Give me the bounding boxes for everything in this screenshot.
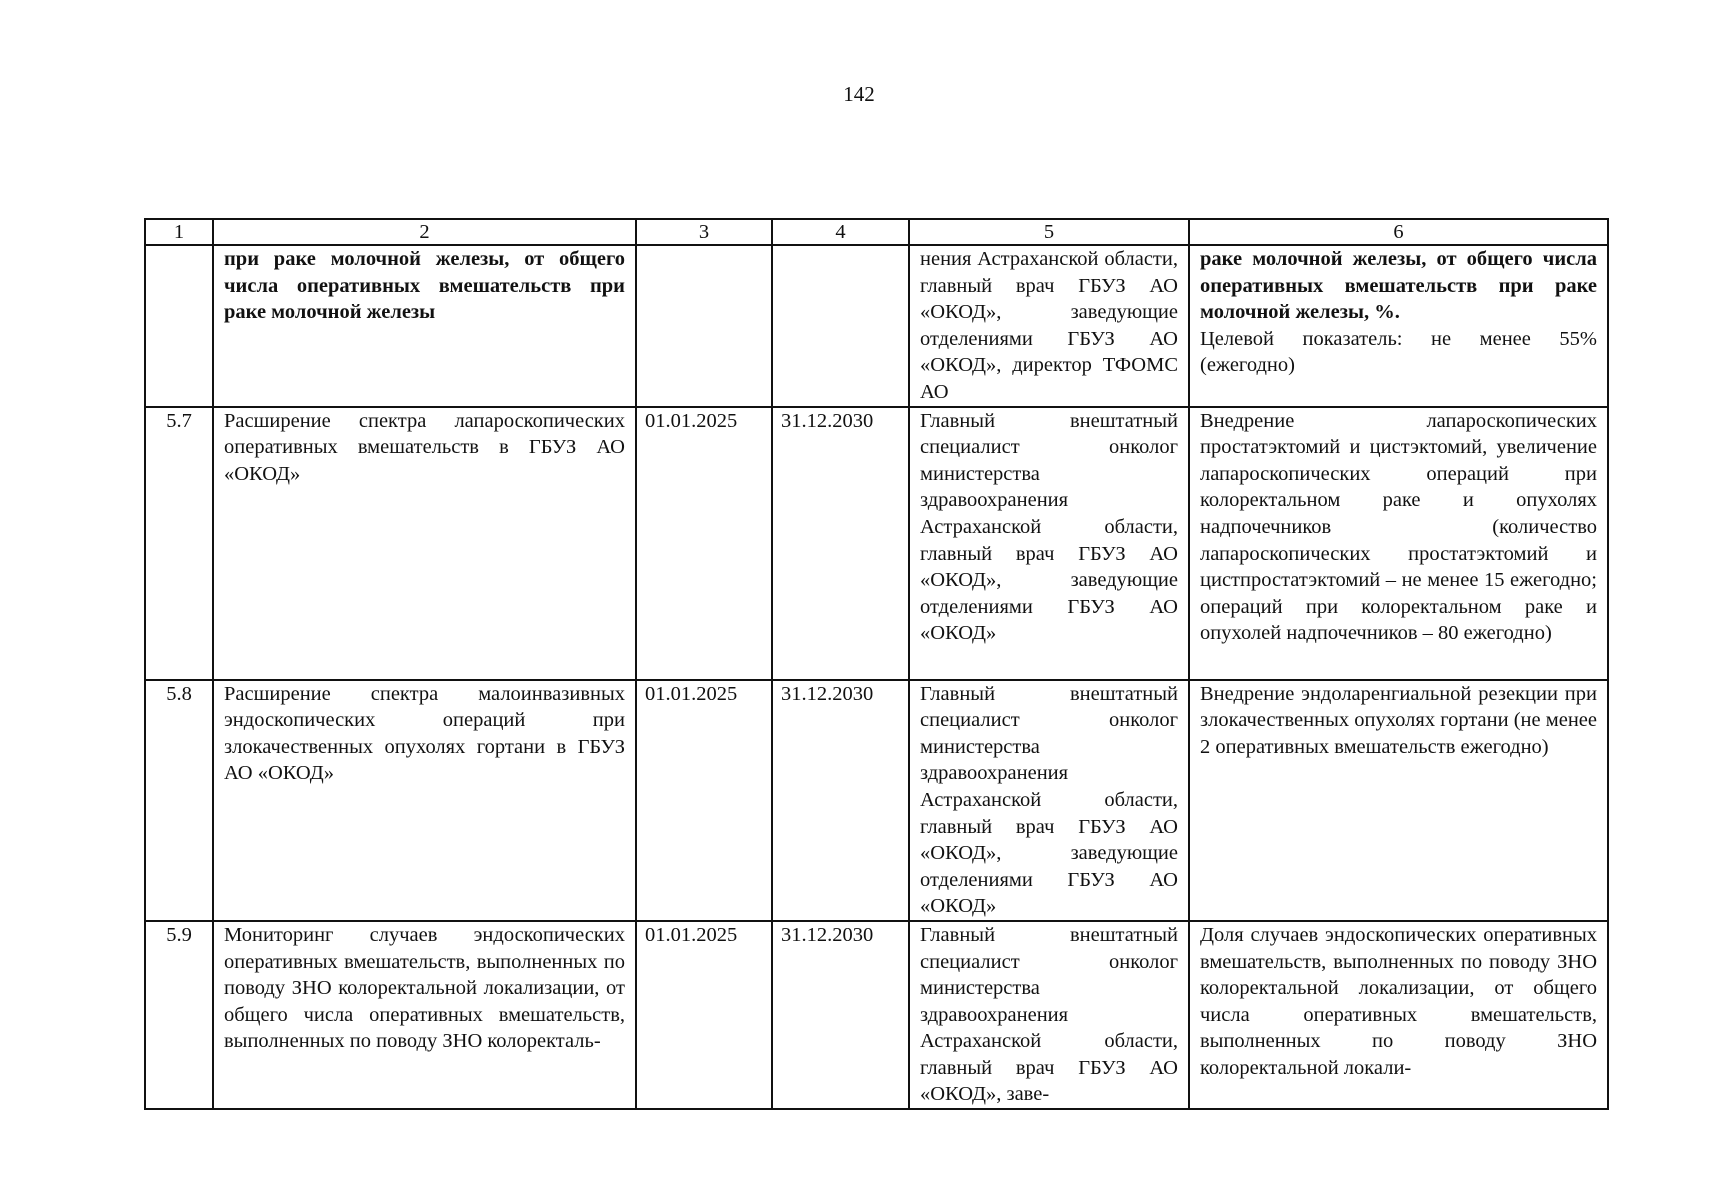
col-header-6: 6 [1189,219,1608,245]
header-row [145,219,1608,245]
table-row [145,680,1608,921]
table-row [145,245,1608,407]
measure-name: при раке молочной железы, от общего числа оперативных вмешательств при раке молочной железы [213,245,636,407]
start-date [636,245,772,407]
page-number: 142 [843,82,875,106]
start-date: 01.01.2025 [636,407,772,680]
result-text: раке молочной железы, от общего числа оперативных вмешательств при раке молочной железы, %. [1200,248,1597,324]
end-date: 31.12.2030 [772,921,909,1109]
col-header-5: 5 [909,219,1189,245]
row-number: 5.7 [145,407,213,680]
responsible: Главный внештатный специалист онколог министерства здравоохранения Астраханской области, главный врач ГБУЗ АО «ОКОД», заведующие отделениями ГБУЗ АО «ОКОД» [909,407,1189,680]
row-number [145,245,213,407]
end-date: 31.12.2030 [772,407,909,680]
col-header-2: 2 [213,219,636,245]
col-header-4: 4 [772,219,909,245]
responsible: Главный внештатный специалист онколог министерства здравоохранения Астраханской области, главный врач ГБУЗ АО «ОКОД», заведующие отделениями ГБУЗ АО «ОКОД» [909,680,1189,921]
col-header-1: 1 [145,219,213,245]
row-number: 5.9 [145,921,213,1109]
responsible: Главный внештатный специалист онколог министерства здравоохранения Астраханской области, главный врач ГБУЗ АО «ОКОД», заве- [909,921,1189,1109]
measure-name: Расширение спектра лапароскопических оперативных вмешательств в ГБУЗ АО «ОКОД» [213,407,636,680]
expected-result: Доля случаев эндоскопических оперативных вмешательств, выполненных по поводу ЗНО колоректальной локализации, от общего числа оперативных вмешательств, выполненных по поводу ЗНО колоректальной локали- [1189,921,1608,1109]
measure-name: Мониторинг случаев эндоскопических оперативных вмешательств, выполненных по поводу ЗНО колоректальной локализации, от общего числа оперативных вмешательств, выполненных по поводу ЗНО колоректаль- [213,921,636,1109]
end-date [772,245,909,407]
table-row [145,921,1608,1109]
measures-table [144,218,1609,1110]
row-number: 5.8 [145,680,213,921]
table-row [145,407,1608,680]
responsible: нения Астраханской области, главный врач ГБУЗ АО «ОКОД», заведующие отделениями ГБУЗ АО «ОКОД», директор ТФОМС АО [909,245,1189,407]
measure-name: Расширение спектра малоинвазивных эндоскопических операций при злокачественных опухолях гортани в ГБУЗ АО «ОКОД» [213,680,636,921]
target-indicator: Целевой показатель: не менее 55% (ежегодно) [1200,327,1597,377]
expected-result: Внедрение лапароскопических простатэктомий и цистэктомий, увеличение лапароскопических операций при колоректальном раке и опухолях надпочечников (количество лапароскопических простатэктомий и цистпростатэктомий – не менее 15 ежегодно; операций при колоректальном раке и опухолей надпочечников – 80 ежегодно) [1189,407,1608,680]
expected-result [1189,245,1608,407]
col-header-3: 3 [636,219,772,245]
end-date: 31.12.2030 [772,680,909,921]
start-date: 01.01.2025 [636,921,772,1109]
start-date: 01.01.2025 [636,680,772,921]
expected-result: Внедрение эндоларенгиальной резекции при злокачественных опухолях гортани (не менее 2 оперативных вмешательств ежегодно) [1189,680,1608,921]
